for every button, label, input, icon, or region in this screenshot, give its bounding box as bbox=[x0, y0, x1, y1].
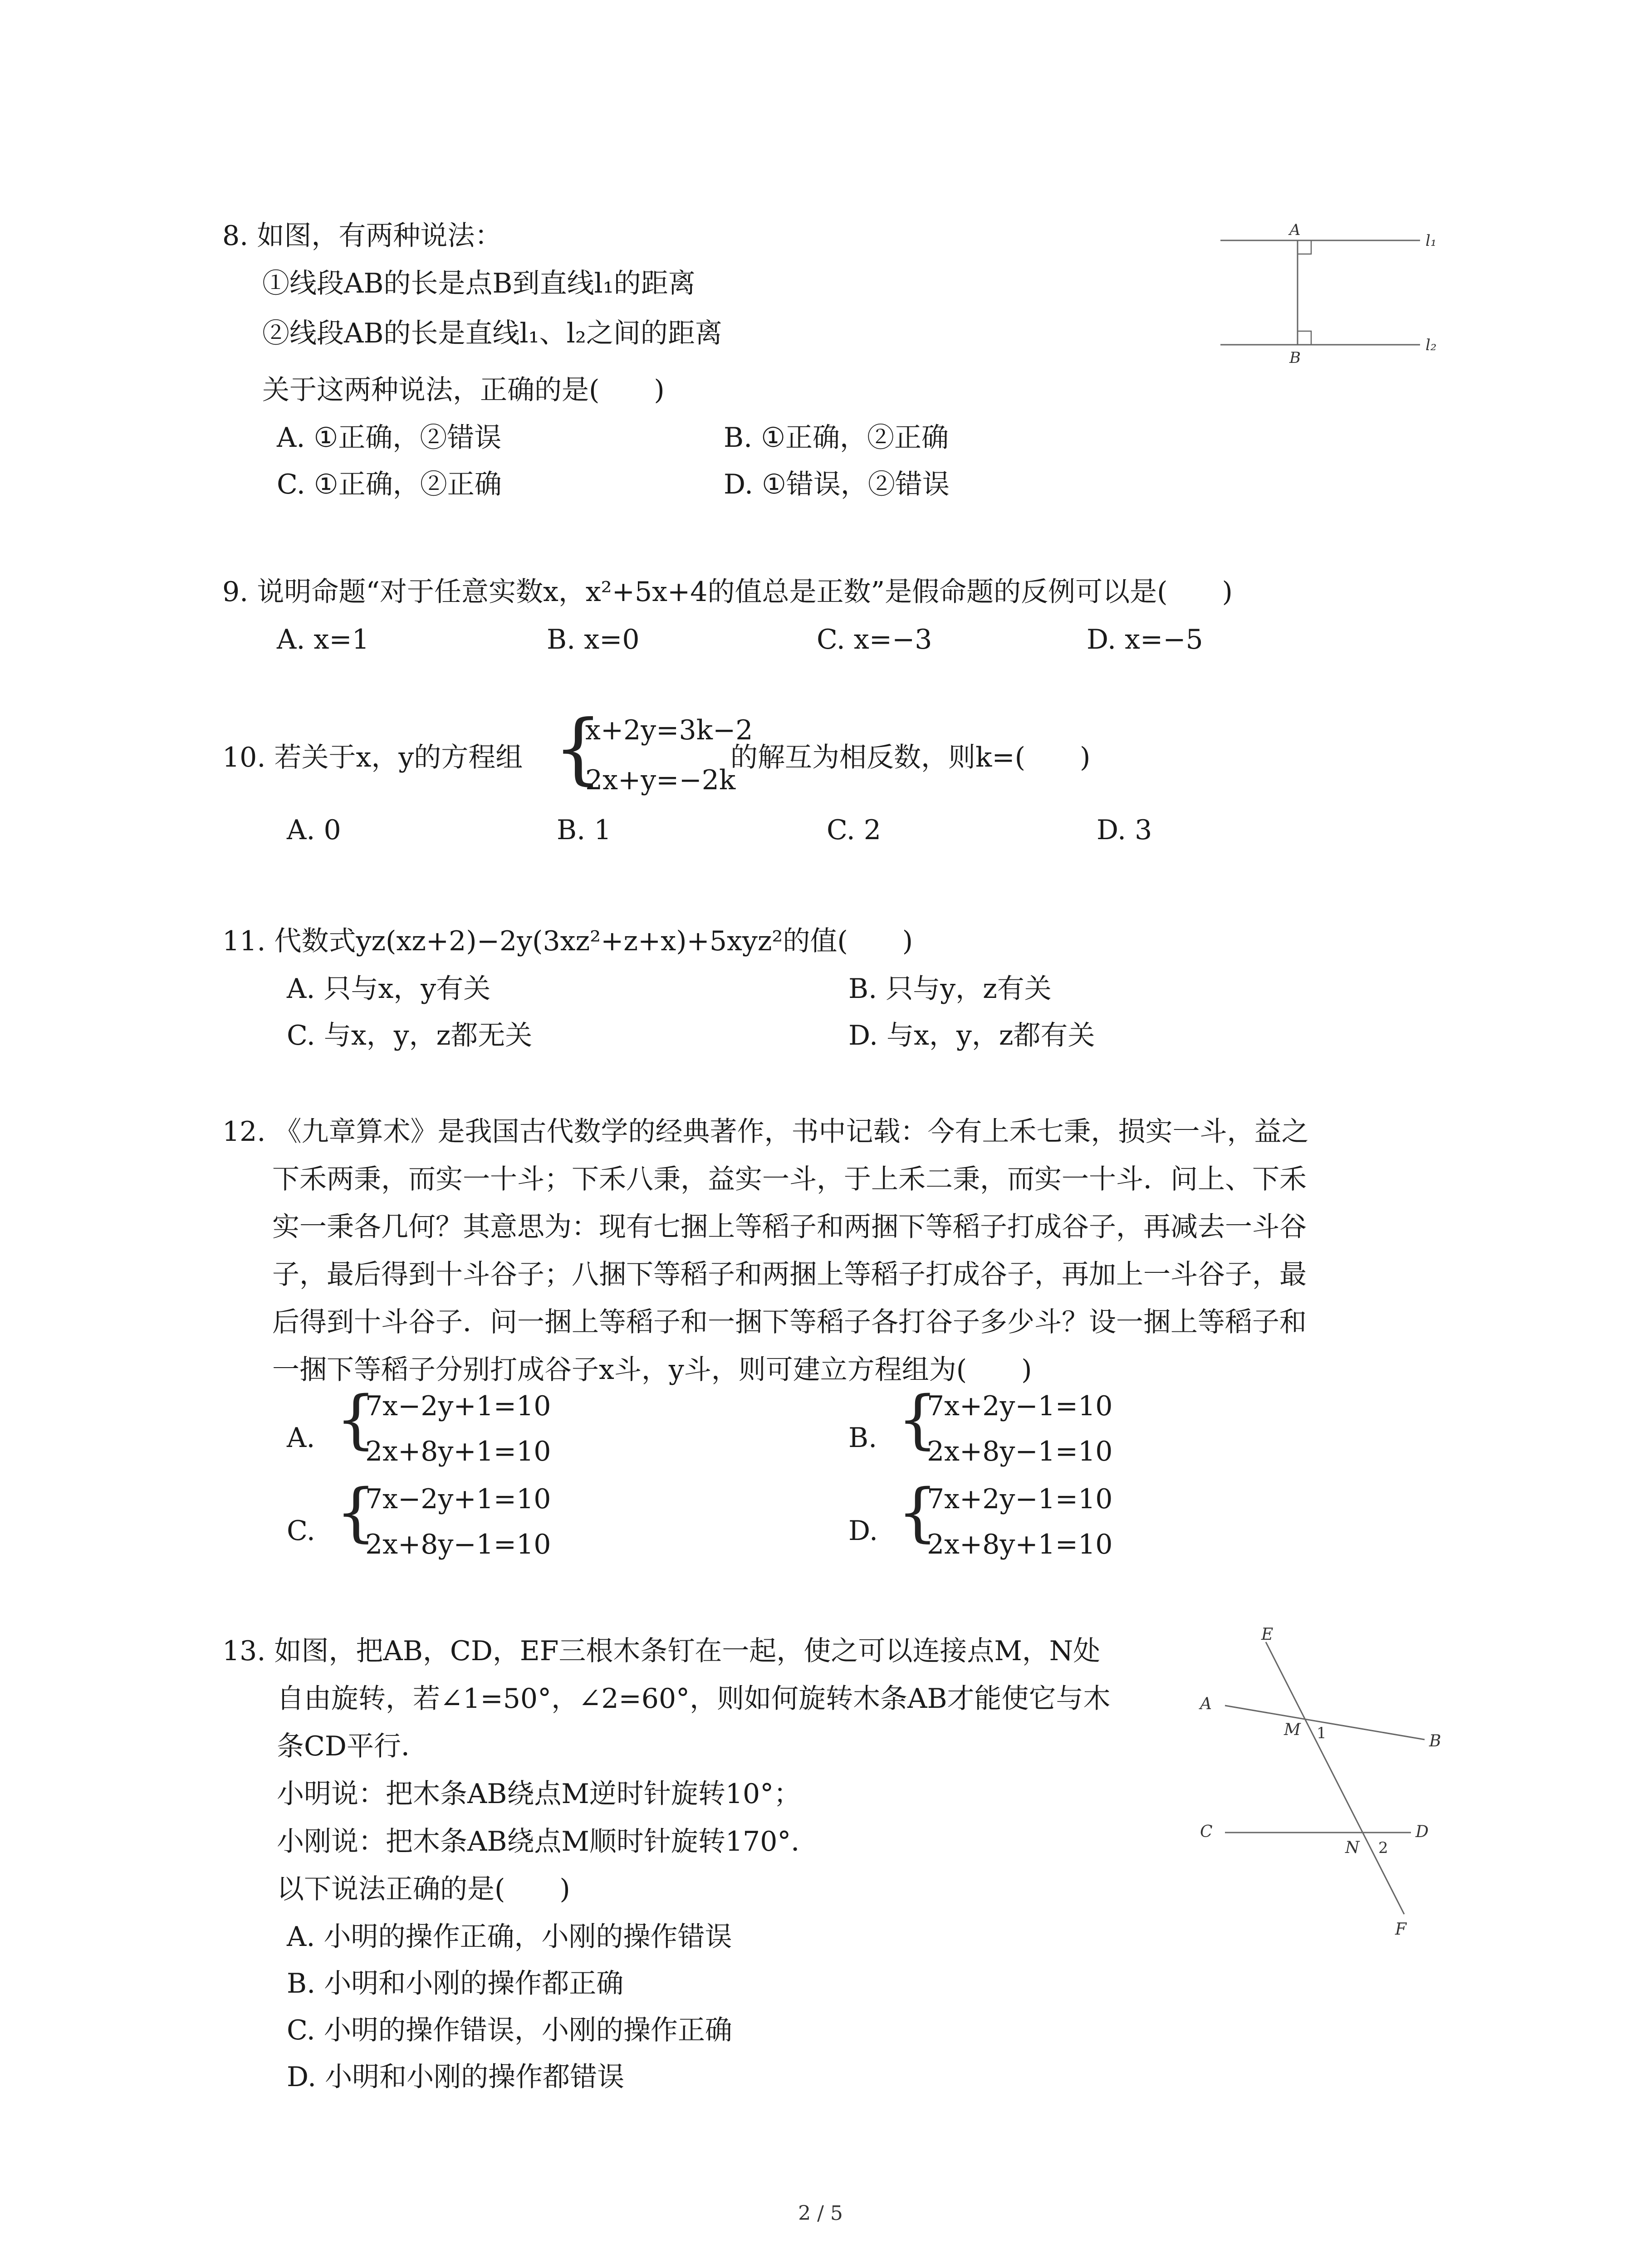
q13-option-d: D. 小明和小刚的操作都错误 bbox=[287, 2061, 625, 2093]
q9-option-b: B. x=0 bbox=[547, 624, 640, 655]
q13-label-a: A bbox=[1200, 1695, 1212, 1713]
q13-label-d: D bbox=[1416, 1823, 1429, 1841]
q11-option-d: D. 与x，y，z都有关 bbox=[848, 1020, 1095, 1051]
q9-option-c: C. x=−3 bbox=[817, 624, 932, 655]
q8-statement-1: ①线段AB的长是点B到直线l₁的距离 bbox=[262, 268, 696, 299]
q13-label-e: E bbox=[1261, 1625, 1274, 1644]
q13-label-c: C bbox=[1200, 1823, 1213, 1841]
q12-line-2: 下禾两秉，而实一十斗；下禾八秉，益实一斗，于上禾二秉，而实一十斗．问上、下禾 bbox=[272, 1163, 1307, 1195]
q13-figure bbox=[1189, 1624, 1470, 1941]
q8-label-b: B bbox=[1289, 349, 1301, 367]
q12-line-3: 实一秉各几何？其意思为：现有七捆上等稻子和两捆下等稻子打成谷子，再减去一斗谷 bbox=[272, 1211, 1307, 1243]
q13-label-m: M bbox=[1284, 1721, 1301, 1739]
q12-line-5: 后得到十斗谷子．问一捆上等稻子和一捆下等稻子各打谷子多少斗？设一捆上等稻子和 bbox=[272, 1306, 1307, 1338]
q12-option-a-label: A. bbox=[287, 1422, 315, 1454]
q8-label-a: A bbox=[1289, 221, 1301, 239]
q13-line-1: 13. 如图，把AB，CD，EF三根木条钉在一起，使之可以连接点M，N处 bbox=[222, 1635, 1101, 1667]
q13-option-c: C. 小明的操作错误，小刚的操作正确 bbox=[287, 2014, 732, 2046]
q12-option-d-eq2: 2x+8y+1=10 bbox=[927, 1529, 1113, 1560]
q13-line-5: 小刚说：把木条AB绕点M顺时针旋转170°． bbox=[277, 1826, 818, 1857]
q13-line-3: 条CD平行． bbox=[277, 1730, 429, 1762]
q10-stem-prefix: 10. 若关于x，y的方程组 bbox=[222, 742, 523, 773]
q8-option-a: A. ①正确，②错误 bbox=[277, 422, 502, 454]
q10-brace: { bbox=[554, 704, 603, 793]
q8-statement-2: ②线段AB的长是直线l₁、l₂之间的距离 bbox=[262, 318, 722, 349]
q13-option-b: B. 小明和小刚的操作都正确 bbox=[287, 1968, 624, 1999]
q13-label-angle-1: 1 bbox=[1317, 1724, 1327, 1742]
q12-option-b-eq1: 7x+2y−1=10 bbox=[927, 1390, 1113, 1422]
q13-label-angle-2: 2 bbox=[1378, 1839, 1388, 1857]
q8-figure bbox=[1216, 213, 1452, 376]
q13-line-2: 自由旋转，若∠1=50°，∠2=60°，则如何旋转木条AB才能使它与木 bbox=[277, 1683, 1111, 1715]
q8-question: 关于这两种说法，正确的是( ) bbox=[262, 374, 665, 406]
q8-stem: 8. 如图，有两种说法： bbox=[222, 220, 502, 252]
q9-stem: 9. 说明命题“对于任意实数x，x²+5x+4的值总是正数”是假命题的反例可以是( ) bbox=[222, 576, 1233, 608]
q11-stem: 11. 代数式yz(xz+2)−2y(3xz²+z+x)+5xyz²的值( ) bbox=[222, 925, 913, 957]
q12-option-d-brace: { bbox=[897, 1476, 938, 1549]
q8-label-l1: l₁ bbox=[1425, 232, 1437, 250]
q12-option-c-eq2: 2x+8y−1=10 bbox=[365, 1529, 551, 1560]
q12-option-a-brace: { bbox=[336, 1383, 377, 1457]
q13-option-a: A. 小明的操作正确，小刚的操作错误 bbox=[287, 1921, 732, 1953]
q12-option-c-label: C. bbox=[287, 1515, 315, 1547]
q10-option-d: D. 3 bbox=[1097, 814, 1152, 846]
q8-label-l2: l₂ bbox=[1425, 336, 1437, 354]
q12-option-d-eq1: 7x+2y−1=10 bbox=[927, 1483, 1113, 1515]
q12-option-c-brace: { bbox=[336, 1476, 377, 1549]
q10-option-b: B. 1 bbox=[557, 814, 612, 846]
q8-option-d: D. ①错误，②错误 bbox=[724, 469, 950, 500]
q8-option-b: B. ①正确，②正确 bbox=[724, 422, 949, 454]
q13-line-6: 以下说法正确的是( ) bbox=[277, 1873, 570, 1905]
q11-option-b: B. 只与y，z有关 bbox=[848, 973, 1052, 1005]
q12-option-a-eq2: 2x+8y+1=10 bbox=[365, 1436, 551, 1467]
q10-equation-1: x+2y=3k−2 bbox=[585, 714, 753, 746]
q9-option-a: A. x=1 bbox=[277, 624, 369, 655]
q13-label-f: F bbox=[1395, 1920, 1406, 1939]
q11-option-c: C. 与x，y，z都无关 bbox=[287, 1020, 533, 1051]
q13-label-b: B bbox=[1429, 1732, 1441, 1750]
q10-stem-suffix: 的解互为相反数，则k=( ) bbox=[730, 742, 1091, 773]
q10-option-a: A. 0 bbox=[287, 814, 341, 846]
q12-option-b-eq2: 2x+8y−1=10 bbox=[927, 1436, 1113, 1467]
q13-line-4: 小明说：把木条AB绕点M逆时针旋转10°； bbox=[277, 1778, 801, 1810]
q10-equation-2: 2x+y=−2k bbox=[585, 764, 736, 796]
q12-option-a-eq1: 7x−2y+1=10 bbox=[365, 1390, 551, 1422]
q12-line-6: 一捆下等稻子分别打成谷子x斗，y斗，则可建立方程组为( ) bbox=[272, 1354, 1032, 1386]
q11-option-a: A. 只与x，y有关 bbox=[287, 973, 491, 1005]
q13-label-n: N bbox=[1345, 1838, 1360, 1857]
q12-option-b-brace: { bbox=[897, 1383, 938, 1457]
q10-option-c: C. 2 bbox=[827, 814, 882, 846]
q8-option-c: C. ①正确，②正确 bbox=[277, 469, 502, 500]
q12-line-4: 子，最后得到十斗谷子；八捆下等稻子和两捆上等稻子打成谷子，再加上一斗谷子，最 bbox=[272, 1259, 1307, 1290]
q12-option-c-eq1: 7x−2y+1=10 bbox=[365, 1483, 551, 1515]
q12-option-d-label: D. bbox=[848, 1515, 878, 1547]
q12-line-1: 12. 《九章算术》是我国古代数学的经典著作，书中记载：今有上禾七秉，损实一斗，益之 bbox=[222, 1116, 1309, 1148]
q12-option-b-label: B. bbox=[848, 1422, 877, 1454]
q9-option-d: D. x=−5 bbox=[1087, 624, 1203, 655]
page-number: 2 / 5 bbox=[798, 2202, 843, 2225]
